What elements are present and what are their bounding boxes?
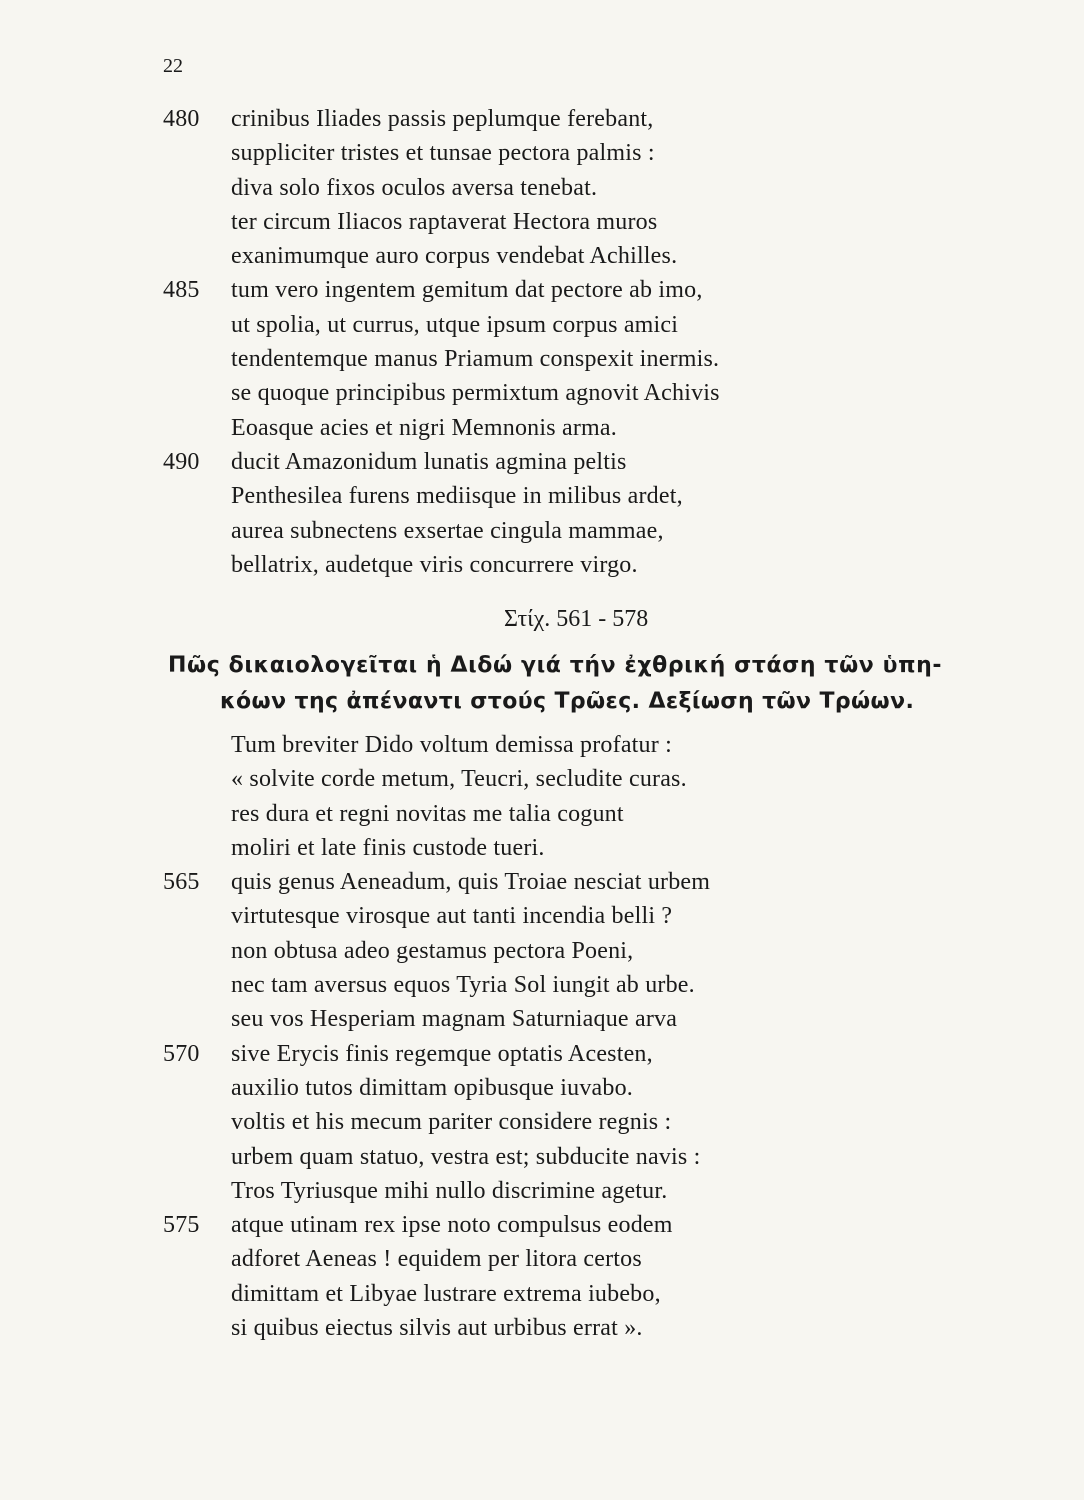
verse-line [0, 239, 1084, 273]
verse-line [0, 136, 1084, 170]
verse-line [0, 865, 1084, 899]
verse-text: auxilio tutos dimittam opibusque iuvabo. [231, 1074, 633, 1101]
verse-text: crinibus Iliades passis peplumque ferebant, [231, 106, 654, 132]
verse-line [0, 205, 1084, 239]
verse-text: urbem quam statuo, vestra est; subducite navis : [231, 1143, 701, 1170]
verse-text: ter circum Iliacos raptaverat Hectora muros [231, 208, 658, 235]
verse-text: exanimumque auro corpus vendebat Achilles. [231, 243, 678, 270]
verse-line [0, 797, 1084, 831]
verse-line [0, 479, 1084, 513]
line-number: 565 [163, 869, 200, 896]
verse-line [0, 376, 1084, 410]
line-number: 485 [163, 277, 200, 304]
verse-text: atque utinam rex ipse noto compulsus eodem [231, 1212, 673, 1239]
verse-line [0, 762, 1084, 796]
verse-text: seu vos Hesperiam magnam Saturniaque arva [231, 1006, 678, 1033]
verse-line [0, 1105, 1084, 1139]
verse-text: ducit Amazonidum lunatis agmina peltis [231, 448, 627, 475]
verse-line [0, 1174, 1084, 1208]
verse-text: moliri et late finis custode tueri. [231, 834, 545, 861]
verse-line [0, 968, 1084, 1002]
verse-line [0, 728, 1084, 762]
verse-text: Eoasque acies et nigri Memnonis arma. [231, 414, 617, 441]
verse-text: « solvite corde metum, Teucri, secludite curas. [231, 766, 687, 793]
verse-line [0, 899, 1084, 933]
verse-line [0, 1037, 1084, 1071]
verse-block-1 [0, 102, 1084, 582]
line-number: 575 [163, 1212, 200, 1239]
verse-line [0, 1071, 1084, 1105]
page-number: 22 [163, 55, 183, 77]
verse-text: res dura et regni novitas me talia cogunt [231, 800, 624, 827]
verse-text: quis genus Aeneadum, quis Troiae nesciat urbem [231, 869, 711, 896]
verse-line [0, 1242, 1084, 1276]
verse-line [0, 831, 1084, 865]
section-reference: Στίχ. 561 - 578 [504, 606, 649, 632]
greek-heading-line-2: κόων της ἀπέναντι στούς Τρῶες. Δεξίωση τῶν Τρώων. [220, 689, 915, 714]
greek-heading-line-1: Πῶς δικαιολογεῖται ἡ Διδώ γιά τήν ἐχθρική στάση τῶν ὑπη- [168, 653, 943, 678]
verse-block-2 [0, 728, 1084, 1345]
verse-line [0, 411, 1084, 445]
verse-text: tum vero ingentem gemitum dat pectore ab imo, [231, 277, 703, 304]
verse-text: voltis et his mecum pariter considere regnis : [231, 1109, 672, 1136]
verse-line [0, 342, 1084, 376]
line-number: 570 [163, 1040, 200, 1067]
verse-text: dimittam et Libyae lustrare extrema iubebo, [231, 1280, 661, 1307]
verse-text: virtutesque virosque aut tanti incendia belli ? [231, 903, 673, 930]
line-number: 480 [163, 106, 200, 132]
verse-line [0, 273, 1084, 307]
verse-line [0, 1140, 1084, 1174]
verse-line [0, 308, 1084, 342]
verse-text: sive Erycis finis regemque optatis Acesten, [231, 1040, 653, 1067]
verse-line [0, 514, 1084, 548]
verse-text: Tum breviter Dido voltum demissa profatur : [231, 732, 672, 758]
verse-line [0, 102, 1084, 136]
verse-line [0, 445, 1084, 479]
verse-text: se quoque principibus permixtum agnovit Achivis [231, 380, 720, 407]
verse-line [0, 1002, 1084, 1036]
verse-text: Penthesilea furens mediisque in milibus ardet, [231, 483, 683, 510]
verse-text: si quibus eiectus silvis aut urbibus errat ». [231, 1315, 643, 1342]
verse-line [0, 548, 1084, 582]
verse-text: ut spolia, ut currus, utque ipsum corpus amici [231, 311, 679, 338]
verse-text: aurea subnectens exsertae cingula mammae, [231, 517, 664, 544]
verse-text: tendentemque manus Priamum conspexit inermis. [231, 346, 720, 373]
verse-text: adforet Aeneas ! equidem per litora certos [231, 1246, 642, 1273]
line-number: 490 [163, 448, 200, 475]
verse-text: suppliciter tristes et tunsae pectora palmis : [231, 140, 655, 167]
verse-line [0, 1208, 1084, 1242]
verse-line [0, 171, 1084, 205]
verse-text: non obtusa adeo gestamus pectora Poeni, [231, 937, 634, 964]
verse-text: nec tam aversus equos Tyria Sol iungit ab urbe. [231, 972, 695, 999]
verse-text: Tros Tyriusque mihi nullo discrimine agetur. [231, 1177, 668, 1204]
verse-line [0, 1277, 1084, 1311]
verse-text: bellatrix, audetque viris concurrere virgo. [231, 551, 638, 578]
greek-heading [168, 648, 1028, 720]
verse-line [0, 1311, 1084, 1345]
verse-text: diva solo fixos oculos aversa tenebat. [231, 174, 598, 201]
verse-line [0, 934, 1084, 968]
